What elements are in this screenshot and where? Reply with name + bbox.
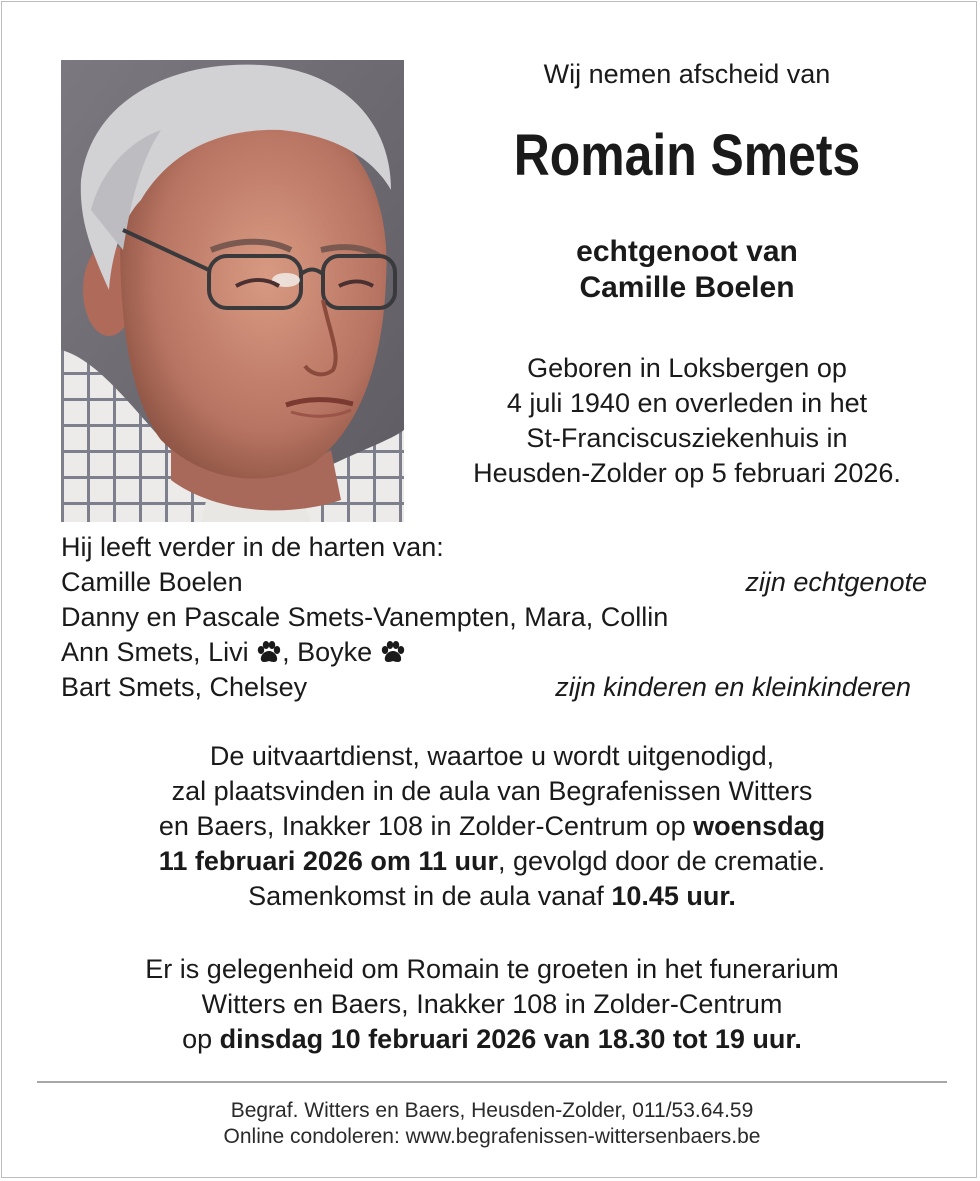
list-item (61, 635, 927, 670)
funeral-service-text (42, 739, 942, 914)
service-text: en Baers, Inakker 108 in Zolder-Centrum op (158, 811, 694, 841)
survivor-names: Danny en Pascale Smets-Vanempten, Mara, Collin (61, 602, 669, 632)
visit-line-2: Witters en Baers, Inakker 108 in Zolder-Centrum (201, 989, 783, 1019)
service-line-4 (42, 844, 942, 879)
list-item (61, 600, 927, 635)
service-line-2: zal plaatsvinden in de aula van Begrafenissen Witters (171, 776, 813, 806)
footer (42, 1098, 942, 1150)
born-line-3: St-Franciscusziekenhuis in (526, 423, 848, 453)
visit-text: op (182, 1024, 220, 1054)
spouse-relation: echtgenoot van (576, 235, 798, 268)
service-text: , gevolgd door de crematie. (497, 846, 826, 876)
funeral-home-contact: Begraf. Witters en Baers, Heusden-Zolder, 011/53.64.59 (230, 1099, 754, 1122)
spouse-name: Camille Boelen (579, 271, 795, 304)
paw-icon (256, 640, 282, 664)
survivor-names: Ann Smets, Livi (61, 637, 249, 667)
born-line-4: Heusden-Zolder op 5 februari 2026. (473, 458, 901, 488)
born-line-2: 4 juli 1940 en overleden in het (506, 388, 868, 418)
survivor-role: zijn echtgenote (745, 567, 927, 597)
intro-line: Wij nemen afscheid van (543, 59, 831, 89)
paw-icon (380, 640, 406, 664)
visit-date-time: dinsdag 10 februari 2026 van 18.30 tot 19 uur. (219, 1024, 802, 1054)
visitation-text (42, 952, 942, 1057)
visit-line-1: Er is gelegenheid om Romain te groeten in het funerarium (145, 954, 839, 984)
survivor-role: zijn kinderen en kleinkinderen (555, 672, 911, 702)
service-text: Samenkomst in de aula vanaf (248, 881, 612, 911)
survivor-names: Camille Boelen (61, 567, 243, 597)
service-line-3 (42, 809, 942, 844)
obituary-card (1, 1, 977, 1178)
service-line-1: De uitvaartdienst, waartoe u wordt uitgenodigd, (209, 741, 775, 771)
condolence-link[interactable]: Online condoleren: www.begrafenissen-wittersenbaers.be (223, 1125, 761, 1148)
birth-death-text (422, 351, 952, 491)
service-date-time: 11 februari 2026 om 11 uur (158, 846, 498, 876)
survivors-heading: Hij leeft verder in de harten van: (61, 532, 444, 562)
portrait-photo (61, 60, 404, 522)
survivor-names: , Boyke (282, 637, 373, 667)
divider (37, 1081, 947, 1083)
survivors-list (61, 530, 927, 705)
born-line-1: Geboren in Loksbergen op (527, 353, 847, 383)
gathering-time: 10.45 uur. (611, 881, 736, 911)
service-day: woensdag (693, 811, 826, 841)
deceased-name: Romain Smets (513, 123, 861, 188)
visit-line-3 (42, 1022, 942, 1057)
list-item (61, 565, 927, 600)
list-item (61, 670, 927, 705)
service-line-5 (42, 879, 942, 914)
survivor-names: Bart Smets, Chelsey (61, 672, 308, 702)
spouse-block (422, 234, 952, 306)
